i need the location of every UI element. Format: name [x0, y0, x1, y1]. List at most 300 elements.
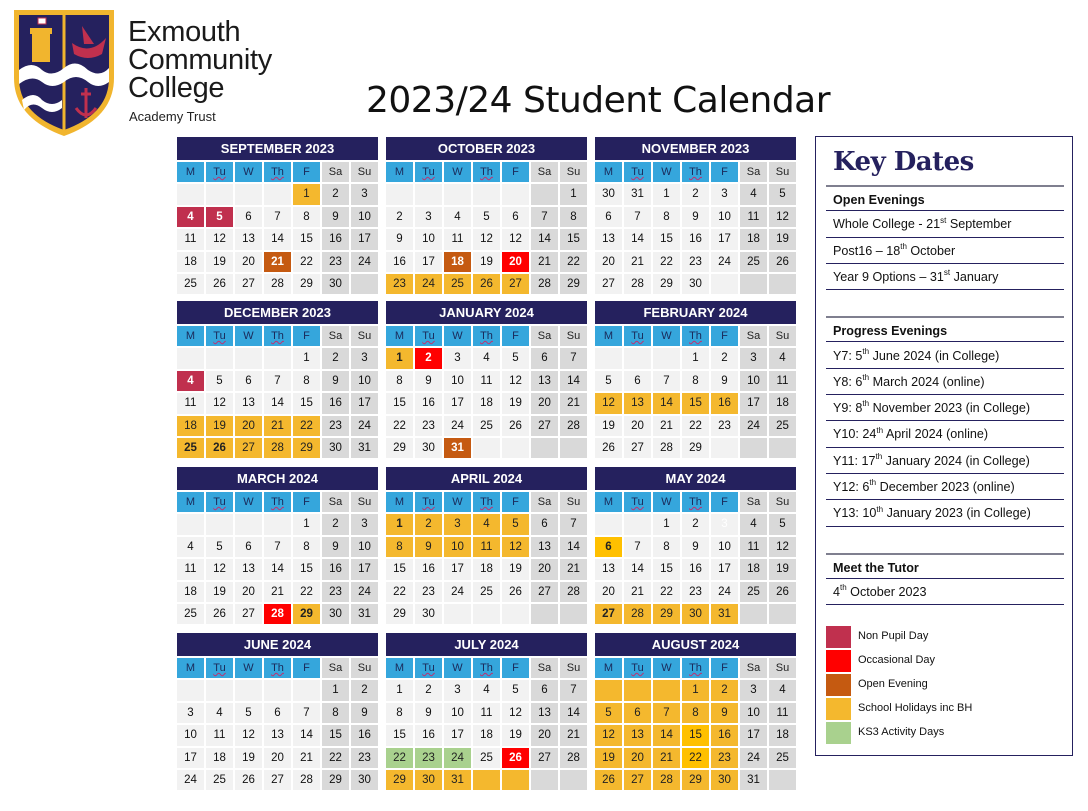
month-days-grid [386, 326, 587, 458]
day-cell: 7 [264, 371, 291, 391]
day-cell: 28 [560, 748, 587, 768]
day-cell: 17 [711, 559, 738, 579]
day-of-week-header: Th [473, 658, 500, 678]
day-of-week-header: W [444, 492, 471, 512]
day-cell: 23 [322, 252, 349, 272]
day-cell: 21 [560, 559, 587, 579]
day-cell: 4 [740, 514, 767, 534]
day-cell: 3 [351, 348, 378, 368]
day-cell: 12 [473, 229, 500, 249]
day-cell: 4 [206, 703, 233, 723]
day-cell [560, 438, 587, 458]
day-cell [531, 770, 558, 790]
day-cell: 12 [502, 371, 529, 391]
day-cell: 30 [682, 604, 709, 624]
day-of-week-header: Tu [624, 326, 651, 346]
day-cell: 29 [293, 274, 320, 294]
day-cell: 6 [502, 207, 529, 227]
day-cell: 26 [206, 604, 233, 624]
day-cell: 2 [415, 514, 442, 534]
day-cell: 27 [531, 748, 558, 768]
day-cell: 3 [711, 184, 738, 204]
day-cell: 25 [473, 416, 500, 436]
day-cell: 21 [560, 725, 587, 745]
month-february-2024 [595, 301, 796, 458]
day-cell: 11 [206, 725, 233, 745]
legend-swatch [826, 722, 851, 744]
day-cell: 5 [502, 680, 529, 700]
day-of-week-header: Th [473, 162, 500, 182]
ordinal-suffix: th [862, 399, 870, 409]
day-cell: 8 [293, 371, 320, 391]
legend-item [826, 698, 1066, 720]
key-date-text: Y8: 6 [833, 374, 863, 389]
day-cell: 4 [444, 207, 471, 227]
day-of-week-header: W [235, 658, 262, 678]
day-cell: 2 [711, 348, 738, 368]
day-cell: 27 [595, 274, 622, 294]
day-cell: 9 [415, 537, 442, 557]
day-cell: 11 [769, 371, 796, 391]
day-cell: 14 [264, 229, 291, 249]
day-cell: 11 [473, 703, 500, 723]
key-date-item [826, 448, 1064, 474]
day-cell: 3 [444, 348, 471, 368]
day-cell: 29 [322, 770, 349, 790]
day-cell: 14 [531, 229, 558, 249]
day-cell: 28 [531, 274, 558, 294]
day-cell: 2 [322, 514, 349, 534]
day-cell: 12 [769, 207, 796, 227]
day-of-week-header: Sa [531, 326, 558, 346]
day-cell: 19 [502, 725, 529, 745]
day-cell: 28 [560, 582, 587, 602]
day-cell: 4 [177, 371, 204, 391]
day-cell: 24 [444, 748, 471, 768]
day-cell: 29 [653, 604, 680, 624]
day-cell: 2 [682, 514, 709, 534]
day-cell: 23 [322, 416, 349, 436]
month-header: DECEMBER 2023 [177, 301, 378, 324]
day-cell: 10 [444, 703, 471, 723]
day-cell: 3 [351, 184, 378, 204]
key-date-text: Y11: 17 [833, 453, 876, 468]
day-cell: 7 [264, 207, 291, 227]
day-cell: 6 [531, 514, 558, 534]
day-cell: 27 [235, 438, 262, 458]
day-cell: 19 [206, 582, 233, 602]
day-of-week-header: F [502, 658, 529, 678]
day-of-week-header: M [595, 492, 622, 512]
day-cell: 30 [322, 438, 349, 458]
day-of-week-header: M [177, 326, 204, 346]
day-cell: 30 [415, 770, 442, 790]
day-cell [624, 680, 651, 700]
key-date-text: Whole College - 21 [833, 217, 941, 232]
legend-swatch [826, 626, 851, 648]
legend-label: Open Evening [858, 678, 928, 690]
key-dates-section-heading: Meet the Tutor [826, 553, 1064, 579]
day-cell: 21 [264, 252, 291, 272]
day-cell: 13 [531, 703, 558, 723]
day-cell: 21 [624, 252, 651, 272]
day-of-week-header: M [386, 162, 413, 182]
day-cell: 20 [531, 559, 558, 579]
day-cell: 25 [444, 274, 471, 294]
day-cell [206, 514, 233, 534]
day-cell [653, 348, 680, 368]
day-of-week-header: Sa [322, 162, 349, 182]
day-of-week-header: Th [473, 492, 500, 512]
day-cell: 27 [235, 604, 262, 624]
day-cell: 9 [682, 207, 709, 227]
trust-name: Academy Trust [129, 109, 216, 124]
month-august-2024 [595, 633, 796, 790]
day-of-week-header: F [502, 492, 529, 512]
day-cell: 5 [502, 514, 529, 534]
month-september-2023 [177, 137, 378, 294]
day-cell: 20 [235, 252, 262, 272]
day-of-week-header: W [653, 162, 680, 182]
day-of-week-header: Sa [531, 658, 558, 678]
legend-label: Non Pupil Day [858, 630, 929, 642]
day-cell: 1 [293, 514, 320, 534]
day-cell: 14 [560, 371, 587, 391]
day-cell: 28 [264, 438, 291, 458]
day-cell: 9 [386, 229, 413, 249]
day-cell: 14 [264, 559, 291, 579]
day-of-week-header: Su [560, 326, 587, 346]
day-of-week-header: F [711, 326, 738, 346]
day-cell: 4 [769, 348, 796, 368]
day-of-week-header: F [711, 492, 738, 512]
day-cell: 22 [386, 416, 413, 436]
day-cell: 19 [502, 559, 529, 579]
day-cell: 5 [206, 537, 233, 557]
day-cell: 27 [264, 770, 291, 790]
day-cell: 13 [624, 725, 651, 745]
day-cell: 3 [444, 514, 471, 534]
day-cell: 30 [682, 274, 709, 294]
key-date-text: November 2023 (in College) [869, 401, 1031, 416]
day-cell: 22 [322, 748, 349, 768]
day-cell: 1 [682, 348, 709, 368]
day-of-week-header: Tu [624, 492, 651, 512]
day-cell: 24 [711, 252, 738, 272]
day-cell: 4 [177, 207, 204, 227]
school-name-line-3: College [128, 72, 225, 104]
day-cell [740, 274, 767, 294]
day-cell: 12 [502, 537, 529, 557]
day-cell: 31 [351, 604, 378, 624]
day-cell: 10 [351, 537, 378, 557]
day-cell: 7 [264, 537, 291, 557]
day-cell [177, 680, 204, 700]
day-of-week-header: M [595, 162, 622, 182]
day-cell: 27 [531, 582, 558, 602]
month-header: OCTOBER 2023 [386, 137, 587, 160]
day-cell: 15 [560, 229, 587, 249]
day-cell: 18 [740, 559, 767, 579]
day-cell: 22 [560, 252, 587, 272]
month-june-2024 [177, 633, 378, 790]
day-cell: 30 [351, 770, 378, 790]
legend-swatch [826, 698, 851, 720]
month-days-grid [386, 162, 587, 294]
day-of-week-header: W [235, 162, 262, 182]
day-cell [560, 604, 587, 624]
school-name [128, 18, 272, 102]
day-cell: 22 [293, 582, 320, 602]
day-cell: 17 [351, 559, 378, 579]
day-cell: 9 [322, 371, 349, 391]
day-cell: 12 [206, 559, 233, 579]
day-cell: 21 [264, 582, 291, 602]
day-cell [264, 184, 291, 204]
month-july-2024 [386, 633, 587, 790]
day-cell: 5 [473, 207, 500, 227]
day-of-week-header: W [235, 326, 262, 346]
day-cell: 26 [502, 582, 529, 602]
day-of-week-header: Sa [740, 492, 767, 512]
day-cell: 29 [293, 438, 320, 458]
day-of-week-header: Tu [624, 658, 651, 678]
day-cell [473, 770, 500, 790]
day-of-week-header: W [235, 492, 262, 512]
day-cell: 20 [624, 416, 651, 436]
key-date-text: Post16 – 18 [833, 243, 901, 258]
key-date-text: October 2023 [846, 584, 927, 599]
day-cell: 24 [711, 582, 738, 602]
day-cell: 8 [293, 537, 320, 557]
day-of-week-header: F [293, 492, 320, 512]
day-cell: 13 [235, 393, 262, 413]
day-cell: 18 [206, 748, 233, 768]
day-cell: 8 [386, 371, 413, 391]
day-cell: 17 [740, 725, 767, 745]
day-cell: 23 [386, 274, 413, 294]
day-cell: 18 [177, 416, 204, 436]
day-cell: 20 [235, 416, 262, 436]
day-cell [502, 184, 529, 204]
day-of-week-header: F [711, 162, 738, 182]
day-cell: 14 [624, 229, 651, 249]
day-cell: 24 [444, 416, 471, 436]
day-of-week-header: M [177, 658, 204, 678]
day-cell [769, 438, 796, 458]
day-cell: 29 [293, 604, 320, 624]
day-cell: 2 [415, 348, 442, 368]
day-cell: 6 [264, 703, 291, 723]
day-cell: 12 [502, 703, 529, 723]
day-cell: 27 [624, 770, 651, 790]
day-cell: 31 [624, 184, 651, 204]
day-of-week-header: Th [264, 658, 291, 678]
day-cell: 16 [415, 559, 442, 579]
day-cell: 2 [386, 207, 413, 227]
day-cell [177, 348, 204, 368]
day-cell: 18 [473, 393, 500, 413]
day-cell: 13 [595, 559, 622, 579]
day-cell: 26 [502, 416, 529, 436]
day-cell [473, 438, 500, 458]
month-days-grid [595, 492, 796, 624]
ordinal-suffix: th [876, 425, 884, 435]
day-cell [473, 604, 500, 624]
key-date-item [826, 238, 1064, 264]
day-cell: 7 [653, 371, 680, 391]
month-november-2023 [595, 137, 796, 294]
day-cell: 16 [682, 559, 709, 579]
ordinal-suffix: st [940, 215, 947, 225]
month-header: MARCH 2024 [177, 467, 378, 490]
day-cell: 19 [595, 748, 622, 768]
key-dates-title: Key Dates [833, 147, 974, 177]
day-of-week-header: M [386, 492, 413, 512]
day-cell: 30 [415, 604, 442, 624]
day-cell: 4 [473, 680, 500, 700]
day-cell: 10 [177, 725, 204, 745]
key-date-text: January 2024 (in College) [882, 453, 1030, 468]
day-cell: 30 [415, 438, 442, 458]
day-cell: 14 [264, 393, 291, 413]
day-cell [769, 604, 796, 624]
day-cell: 4 [473, 514, 500, 534]
day-cell: 30 [711, 770, 738, 790]
key-date-text: October [906, 243, 956, 258]
day-cell: 25 [769, 748, 796, 768]
month-january-2024 [386, 301, 587, 458]
day-cell: 1 [682, 680, 709, 700]
day-cell: 28 [264, 274, 291, 294]
day-cell: 15 [386, 393, 413, 413]
day-cell [264, 514, 291, 534]
day-cell: 22 [386, 748, 413, 768]
legend-label: School Holidays inc BH [858, 702, 973, 714]
day-cell: 11 [177, 393, 204, 413]
day-cell: 26 [595, 438, 622, 458]
day-cell: 28 [560, 416, 587, 436]
ordinal-suffix: th [869, 478, 877, 488]
day-cell: 19 [502, 393, 529, 413]
day-cell: 1 [386, 680, 413, 700]
legend-item [826, 650, 1066, 672]
day-of-week-header: M [177, 162, 204, 182]
day-cell: 19 [235, 748, 262, 768]
key-date-item [826, 474, 1064, 500]
day-cell: 6 [531, 348, 558, 368]
day-cell: 25 [473, 748, 500, 768]
day-of-week-header: Tu [415, 162, 442, 182]
day-of-week-header: Su [769, 162, 796, 182]
day-cell: 25 [473, 582, 500, 602]
day-cell: 26 [769, 582, 796, 602]
day-of-week-header: Th [682, 326, 709, 346]
day-of-week-header: Th [264, 492, 291, 512]
day-cell: 17 [444, 559, 471, 579]
day-cell: 13 [235, 559, 262, 579]
day-cell: 9 [351, 703, 378, 723]
day-of-week-header: Su [560, 162, 587, 182]
day-cell: 31 [351, 438, 378, 458]
day-cell [351, 274, 378, 294]
day-cell: 1 [560, 184, 587, 204]
day-cell: 27 [624, 438, 651, 458]
day-cell: 20 [595, 252, 622, 272]
day-of-week-header: Th [264, 326, 291, 346]
day-of-week-header: W [444, 326, 471, 346]
day-cell: 18 [473, 559, 500, 579]
day-cell: 4 [177, 537, 204, 557]
day-cell: 25 [740, 582, 767, 602]
day-cell: 18 [444, 252, 471, 272]
day-of-week-header: Tu [206, 326, 233, 346]
day-of-week-header: F [293, 658, 320, 678]
day-cell: 8 [560, 207, 587, 227]
day-of-week-header: F [293, 326, 320, 346]
day-cell: 21 [531, 252, 558, 272]
day-cell: 29 [682, 770, 709, 790]
day-cell: 8 [682, 703, 709, 723]
day-cell: 21 [560, 393, 587, 413]
day-cell: 31 [740, 770, 767, 790]
day-cell: 23 [415, 748, 442, 768]
day-cell: 10 [444, 537, 471, 557]
day-cell: 17 [177, 748, 204, 768]
day-cell [531, 184, 558, 204]
day-cell: 15 [293, 559, 320, 579]
day-of-week-header: Su [560, 658, 587, 678]
legend-swatch [826, 674, 851, 696]
day-cell [769, 274, 796, 294]
day-cell [711, 438, 738, 458]
day-cell: 11 [177, 229, 204, 249]
day-cell: 26 [769, 252, 796, 272]
day-cell [293, 680, 320, 700]
day-cell: 1 [653, 514, 680, 534]
day-cell: 7 [531, 207, 558, 227]
key-date-text: Y12: 6 [833, 480, 870, 494]
day-cell: 13 [264, 725, 291, 745]
day-of-week-header: F [502, 326, 529, 346]
key-date-text: January [950, 269, 999, 284]
day-cell [206, 348, 233, 368]
day-cell [177, 184, 204, 204]
key-date-text: Y13: 10 [833, 506, 877, 521]
day-cell: 17 [444, 725, 471, 745]
day-cell: 3 [351, 514, 378, 534]
day-cell: 2 [351, 680, 378, 700]
day-cell: 5 [595, 371, 622, 391]
day-of-week-header: Su [769, 658, 796, 678]
month-days-grid [386, 658, 587, 790]
day-of-week-header: W [653, 326, 680, 346]
day-cell: 31 [444, 770, 471, 790]
month-october-2023 [386, 137, 587, 294]
day-cell: 21 [653, 416, 680, 436]
day-cell: 17 [740, 393, 767, 413]
day-cell: 19 [206, 252, 233, 272]
day-cell: 6 [624, 371, 651, 391]
day-cell: 15 [386, 559, 413, 579]
key-date-item [826, 500, 1064, 526]
day-cell: 12 [769, 537, 796, 557]
day-cell: 13 [531, 537, 558, 557]
day-of-week-header: Su [351, 658, 378, 678]
day-cell: 10 [444, 371, 471, 391]
day-cell: 28 [264, 604, 291, 624]
key-date-text: 4 [833, 584, 841, 599]
